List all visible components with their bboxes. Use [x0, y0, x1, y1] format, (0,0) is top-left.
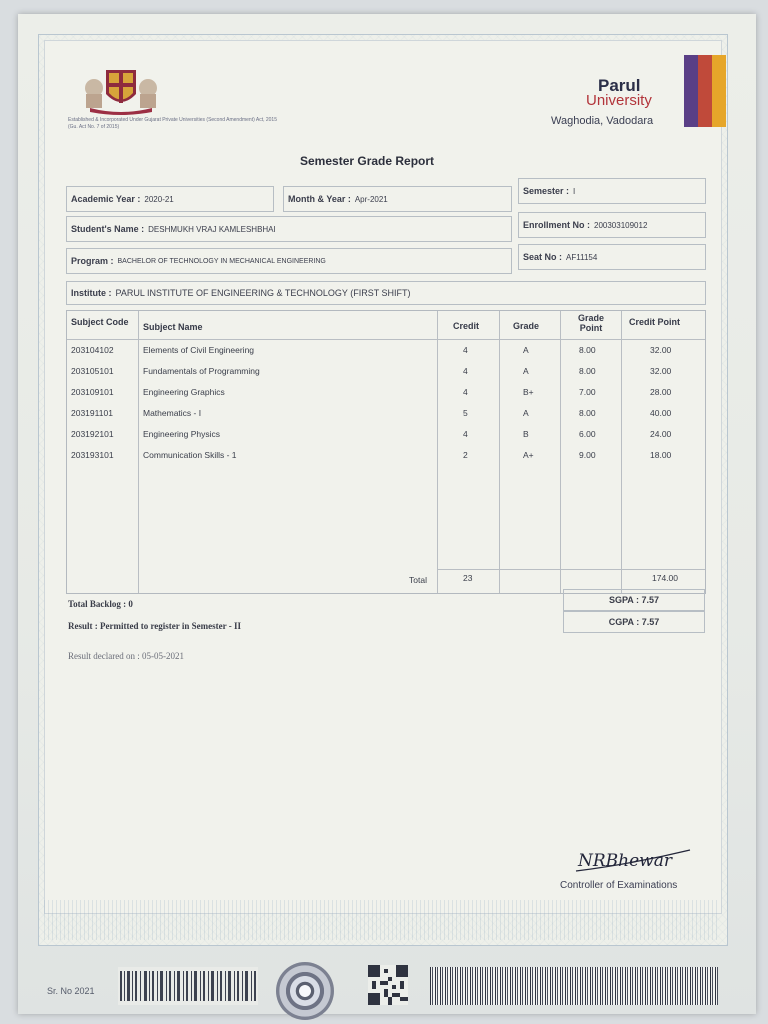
academic-year-value: 2020-21	[144, 194, 174, 204]
table-row	[67, 450, 705, 471]
total-credit: 23	[463, 573, 473, 583]
university-location: Waghodia, Vadodara	[551, 115, 654, 127]
total-label: Total	[409, 575, 427, 585]
cell-grade: A+	[523, 450, 534, 460]
institute-value: PARUL INSTITUTE OF ENGINEERING & TECHNOLOGY (FIRST SHIFT)	[115, 288, 411, 298]
university-crest-icon	[76, 64, 166, 116]
cell-name: Engineering Graphics	[143, 387, 225, 397]
establishment-note: Established & Incorporated Under Gujarat Private Universities (Second Amendment) Act, 2015 (Gu. Act No. 7 of 2015)	[68, 117, 277, 130]
grade-table	[66, 310, 706, 594]
cell-grade-point: 8.00	[579, 366, 596, 376]
enrollment-value: 200303109012	[594, 220, 648, 230]
seat-value: AF11154	[566, 252, 598, 262]
cell-name: Communication Skills - 1	[143, 450, 237, 460]
seat-label: Seat No :	[523, 252, 563, 262]
semester-label: Semester :	[523, 186, 570, 196]
cgpa-box	[563, 611, 705, 633]
table-row	[67, 366, 705, 387]
student-name-box	[66, 216, 512, 242]
semester-value: I	[573, 186, 576, 196]
total-backlog: Total Backlog : 0	[68, 599, 133, 609]
table-row	[67, 345, 705, 366]
cell-code: 203109101	[71, 387, 114, 397]
table-header-rule	[67, 339, 705, 340]
cell-code: 203192101	[71, 429, 114, 439]
cell-grade-point: 8.00	[579, 408, 596, 418]
cell-grade: B	[523, 429, 529, 439]
serial-barcode	[118, 967, 258, 1005]
cell-name: Engineering Physics	[143, 429, 221, 439]
cell-grade-point: 8.00	[579, 345, 596, 355]
cell-credit: 5	[463, 408, 468, 418]
cell-credit-point: 28.00	[650, 387, 672, 397]
table-total-rule	[437, 569, 705, 570]
cgpa-label: CGPA :	[608, 617, 640, 627]
cell-credit: 4	[463, 387, 468, 397]
student-name-value: DESHMUKH VRAJ KAMLESHBHAI	[148, 224, 276, 234]
cell-credit-point: 24.00	[650, 429, 672, 439]
cell-grade-point: 7.00	[579, 387, 596, 397]
sgpa-label: SGPA :	[608, 595, 639, 605]
sgpa-box	[563, 589, 705, 611]
serial-number: Sr. No 2021	[47, 986, 95, 996]
signature-text: NRBhewar	[578, 851, 672, 871]
cgpa-value: 7.57	[641, 617, 660, 627]
cell-credit-point: 32.00	[650, 345, 672, 355]
cell-grade: A	[523, 366, 529, 376]
cell-code: 203104102	[71, 345, 114, 355]
cell-grade: B+	[523, 387, 534, 397]
cell-name: Fundamentals of Programming	[143, 366, 260, 376]
cell-grade-point: 6.00	[579, 429, 596, 439]
cell-code: 203193101	[71, 450, 114, 460]
table-row	[67, 429, 705, 450]
result-declared: Result declared on : 05-05-2021	[68, 651, 184, 661]
cell-code: 203105101	[71, 366, 114, 376]
header-grade: Grade	[513, 321, 540, 331]
sgpa-value: 7.57	[641, 595, 660, 605]
month-year-value: Apr-2021	[354, 194, 388, 204]
seat-box	[518, 244, 706, 270]
total-credit-point: 174.00	[652, 573, 678, 583]
header-credit-point: Credit Point	[629, 317, 680, 327]
header-credit: Credit	[453, 321, 480, 331]
semester-box	[518, 178, 706, 204]
header-grade-point: Grade Point	[577, 313, 604, 333]
cell-credit-point: 32.00	[650, 366, 672, 376]
cell-credit: 4	[463, 366, 468, 376]
controller-title: Controller of Examinations	[560, 880, 678, 891]
university-word: University	[586, 92, 652, 109]
cell-credit-point: 40.00	[650, 408, 672, 418]
table-row	[67, 408, 705, 429]
month-year-label: Month & Year :	[288, 194, 351, 204]
program-value: BACHELOR OF TECHNOLOGY IN MECHANICAL ENGINEERING	[117, 257, 326, 265]
cell-credit: 2	[463, 450, 468, 460]
cell-credit: 4	[463, 429, 468, 439]
student-name-label: Student's Name :	[71, 224, 145, 234]
cell-grade: A	[523, 408, 529, 418]
qr-code-icon	[368, 965, 408, 1005]
program-label: Program :	[71, 256, 114, 266]
institute-box	[66, 281, 706, 305]
header-subject-code: Subject Code	[71, 317, 129, 327]
cell-name: Elements of Civil Engineering	[143, 345, 255, 355]
academic-year-box	[66, 186, 274, 212]
cell-grade-point: 9.00	[579, 450, 596, 460]
result-status: Result : Permitted to register in Semester - II	[68, 621, 241, 631]
hologram-seal-icon	[276, 962, 334, 1020]
program-box	[66, 248, 512, 274]
cell-code: 203191101	[71, 408, 113, 418]
table-row	[67, 387, 705, 408]
controller-signature	[572, 838, 696, 876]
cell-grade: A	[523, 345, 529, 355]
report-title: Semester Grade Report	[300, 154, 435, 168]
cell-credit-point: 18.00	[650, 450, 672, 460]
security-barcode	[430, 967, 718, 1005]
cell-credit: 4	[463, 345, 468, 355]
enrollment-label: Enrollment No :	[523, 220, 590, 230]
enrollment-box	[518, 212, 706, 238]
brand-stripes	[684, 55, 726, 127]
month-year-box	[283, 186, 512, 212]
university-name: Parul	[598, 76, 641, 95]
header-subject-name: Subject Name	[143, 322, 203, 332]
institute-label: Institute :	[71, 288, 112, 298]
guilloche-pattern	[44, 900, 720, 940]
cell-name: Mathematics - I	[143, 408, 202, 418]
academic-year-label: Academic Year :	[71, 194, 141, 204]
